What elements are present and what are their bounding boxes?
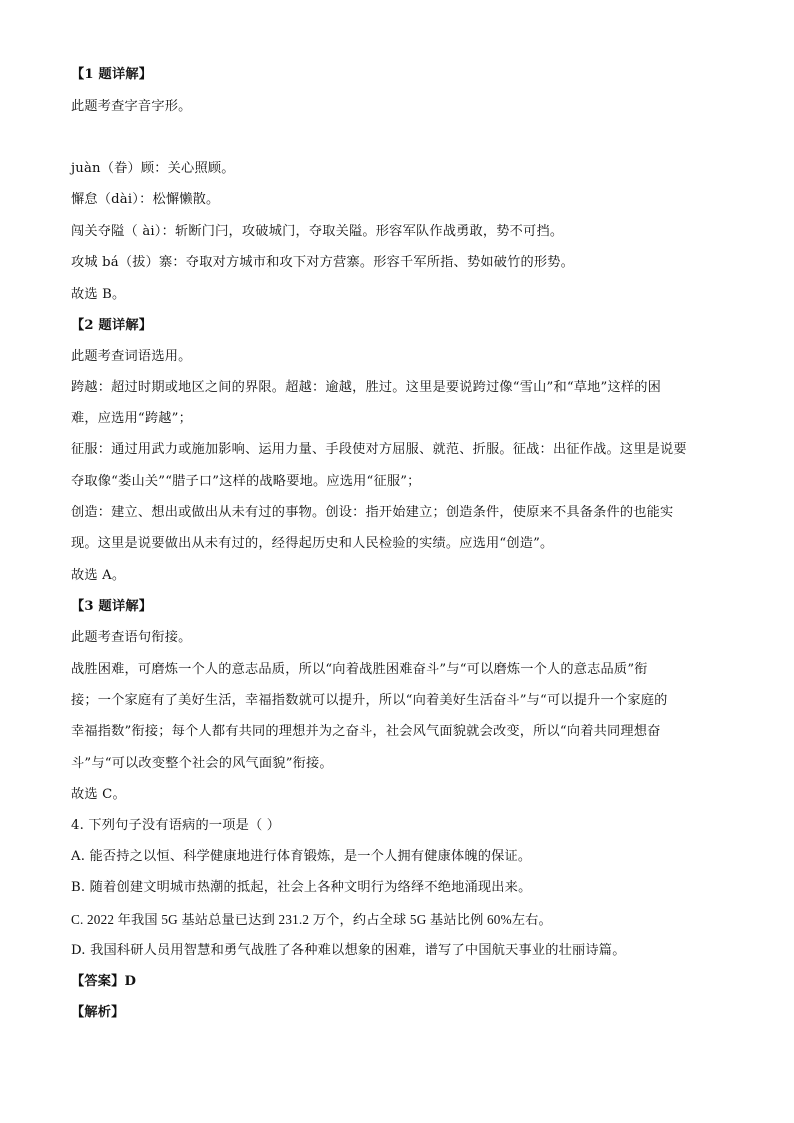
q4-option-a: A. 能否持之以恒、科学健康地进行体育锻炼，是一个人拥有健康体魄的保证。 (71, 849, 532, 864)
q4-answer: 【答案】D (71, 974, 137, 989)
q1-item: 闯关夺隘（ ài）：斩断门闩，攻破城门，夺取关隘。形容军队作战勇敢，势不可挡。 (71, 224, 564, 239)
q1-topic: 此题考查字音字形。 (71, 99, 192, 114)
q3-answer: 故选 C。 (71, 787, 126, 802)
q2-line: 创造：建立、想出或做出从未有过的事物。创设：指开始建立；创造条件，使原来不具备条件的也能实 (71, 505, 674, 520)
q4-stem: 4. 下列句子没有语病的一项是（ ） (71, 818, 281, 833)
q1-item: 懈怠（dài）：松懈懒散。 (71, 192, 220, 207)
q3-line: 斗”与“可以改变整个社会的风气面貌”衔接。 (71, 756, 333, 771)
q4-option-d: D. 我国科研人员用智慧和勇气战胜了各种难以想象的困难，谱写了中国航天事业的壮丽诗篇。 (71, 943, 626, 958)
q3-line: 幸福指数”衔接；每个人都有共同的理想并为之奋斗，社会风气面貌就会改变，所以“向着共同理想奋 (71, 724, 661, 739)
q1-item: 攻城 bá（拔）寨：夺取对方城市和攻下对方营寨。形容千军所指、势如破竹的形势。 (71, 255, 575, 270)
q2-answer: 故选 A。 (71, 568, 126, 583)
q3-header: 【3 题详解】 (71, 599, 153, 614)
q1-header: 【1 题详解】 (71, 67, 153, 82)
q2-line: 跨越：超过时期或地区之间的界限。超越：逾越，胜过。这里是要说跨过像“雪山”和“草地”这样的困 (71, 380, 662, 395)
q2-line: 征服：通过用武力或施加影响、运用力量、手段使对方屈服、就范、折服。征战：出征作战。这里是说要 (71, 442, 687, 457)
q4-option-b: B. 随着创建文明城市热潮的抵起，社会上各种文明行为络绎不绝地涌现出来。 (71, 880, 532, 895)
q2-line: 夺取像“娄山关”“腊子口”这样的战略要地。应选用“征服”； (71, 474, 421, 489)
q3-topic: 此题考查语句衔接。 (71, 630, 192, 645)
q3-line: 接；一个家庭有了美好生活，幸福指数就可以提升，所以“向着美好生活奋斗”与“可以提升一个家庭的 (71, 693, 668, 708)
q4-analysis-header: 【解析】 (71, 1005, 125, 1020)
q2-line: 难，应选用“跨越”； (71, 411, 192, 426)
q2-topic: 此题考查词语选用。 (71, 349, 192, 364)
q1-answer: 故选 B。 (71, 287, 126, 302)
q4-option-c: C. 2022 年我国 5G 基站总量已达到 231.2 万个，约占全球 5G 基站比例 60%左右。 (71, 912, 552, 927)
q1-item: juàn（眷）顾：关心照顾。 (71, 161, 235, 176)
q2-line: 现。这里是说要做出从未有过的，经得起历史和人民检验的实绩。应选用“创造”。 (71, 536, 554, 551)
q2-header: 【2 题详解】 (71, 318, 153, 333)
q3-line: 战胜困难，可磨炼一个人的意志品质，所以“向着战胜困难奋斗”与“可以磨炼一个人的意志品质”衔 (71, 662, 648, 677)
